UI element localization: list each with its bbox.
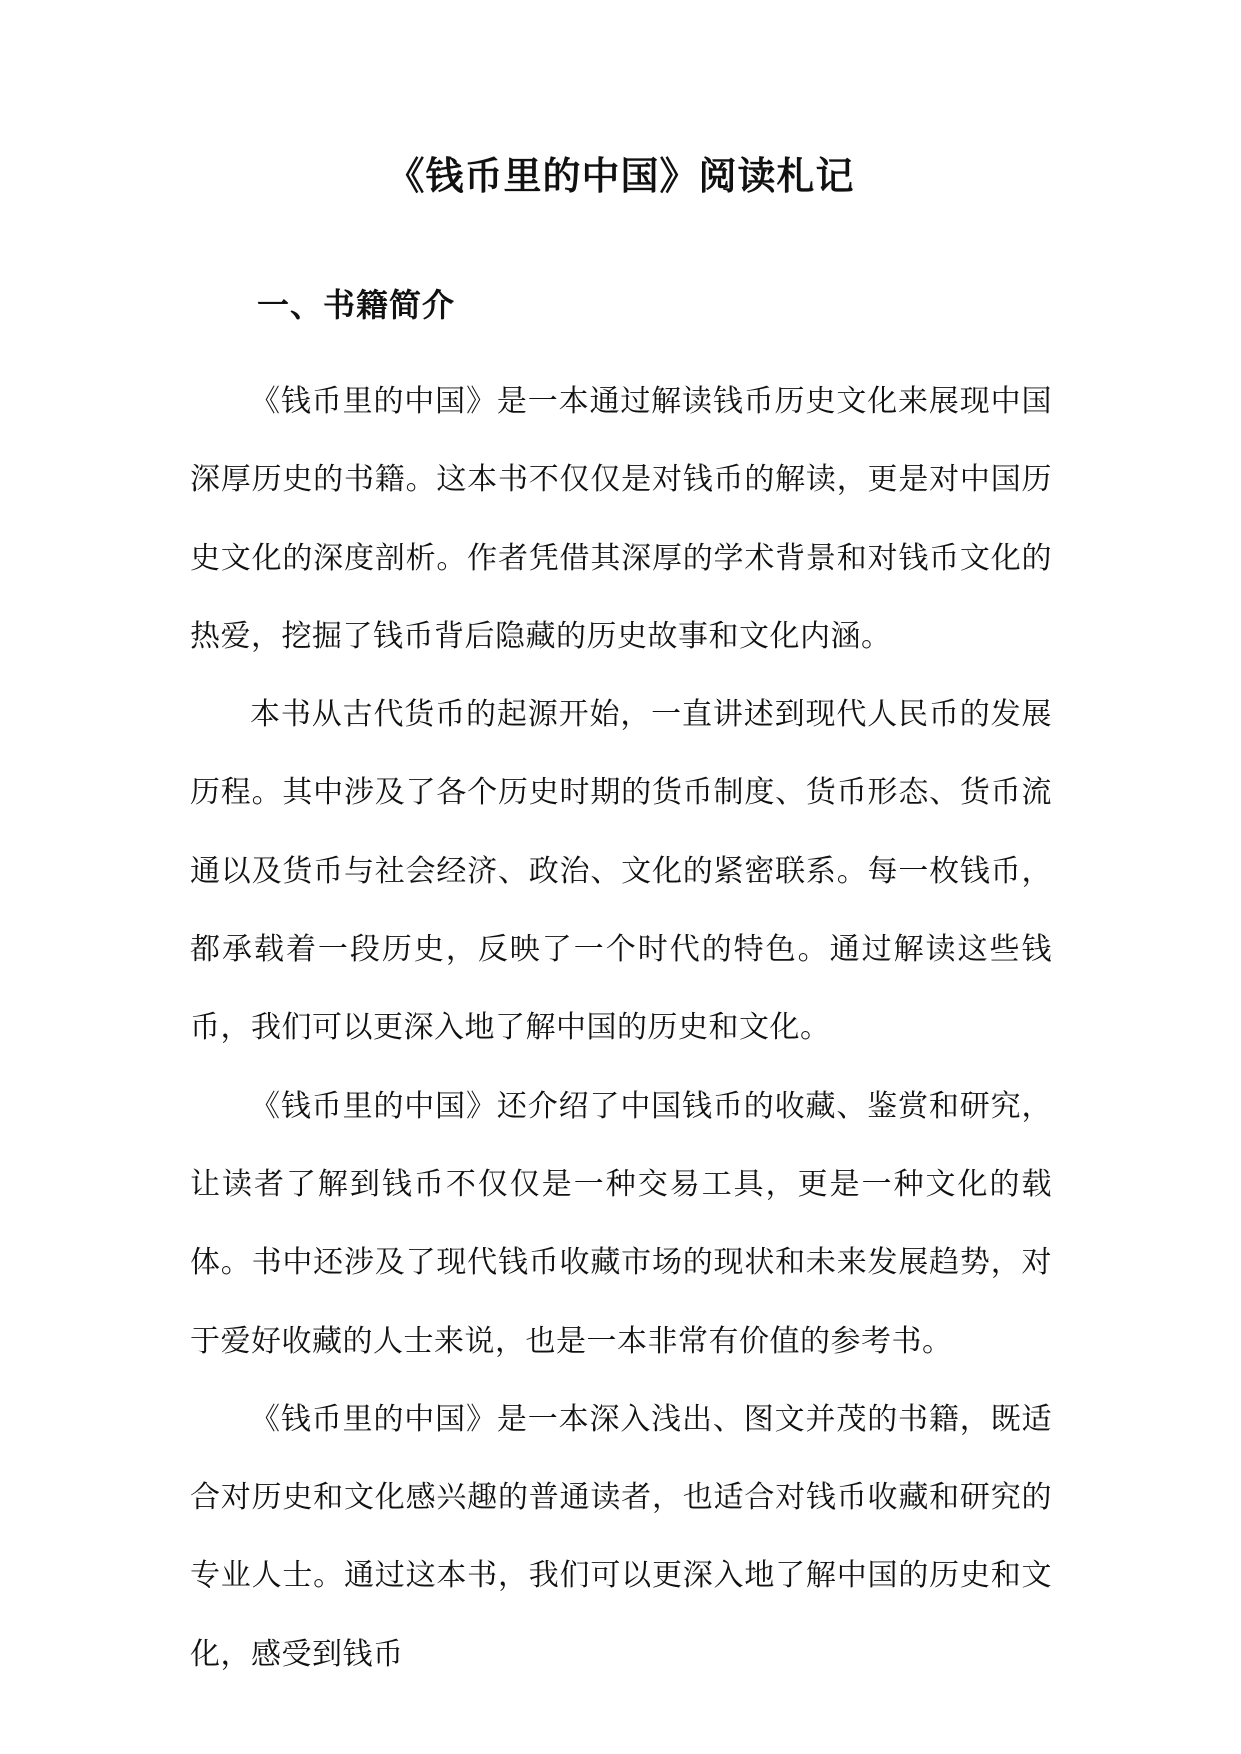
paragraph: 《钱币里的中国》还介绍了中国钱币的收藏、鉴赏和研究，让读者了解到钱币不仅仅是一种交易工具，更是一种文化的载体。书中还涉及了现代钱币收藏市场的现状和未来发展趋势，对于爱好收藏的人士来说，也是一本非常有价值的参考书。 xyxy=(190,1088,1052,1359)
paragraph: 《钱币里的中国》是一本深入浅出、图文并茂的书籍，既适合对历史和文化感兴趣的普通读者，也适合对钱币收藏和研究的专业人士。通过这本书，我们可以更深入地了解中国的历史和文化，感受到钱币 xyxy=(190,1401,1052,1672)
paragraph: 《钱币里的中国》是一本通过解读钱币历史文化来展现中国深厚历史的书籍。这本书不仅仅是对钱币的解读，更是对中国历史文化的深度剖析。作者凭借其深厚的学术背景和对钱币文化的热爱，挖掘了钱币背后隐藏的历史故事和文化内涵。 xyxy=(190,384,1052,654)
section-heading: 一、书籍简介 xyxy=(257,286,456,324)
paragraph: 本书从古代货币的起源开始，一直讲述到现代人民币的发展历程。其中涉及了各个历史时期的货币制度、货币形态、货币流通以及货币与社会经济、政治、文化的紧密联系。每一枚钱币，都承载着一段历史，反映了一个时代的特色。通过解读这些钱币，我们可以更深入地了解中国的历史和文化。 xyxy=(190,697,1052,1046)
page-title: 《钱币里的中国》阅读札记 xyxy=(386,154,855,198)
section-body xyxy=(190,363,1052,1694)
